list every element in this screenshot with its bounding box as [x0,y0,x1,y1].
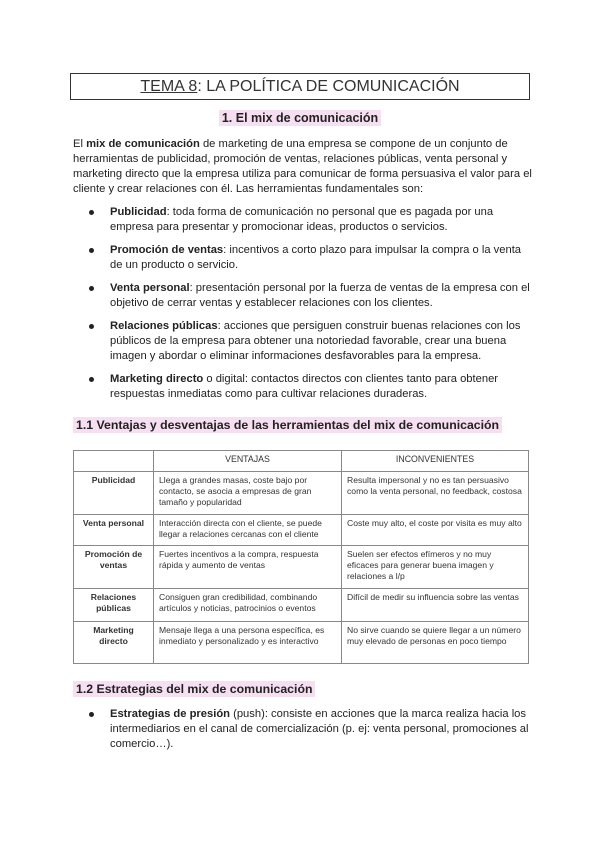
section-1-heading [0,111,600,125]
table-header-row [74,451,529,472]
table-row [74,515,529,546]
tool-text: : incentivos a corto plazo para impulsar la compra o la venta de un producto o servicio. [110,244,522,271]
row-tool: Relaciones públicas [74,589,154,622]
row-pros: Consiguen gran credibilidad, combinando artículos y noticias, patrocinios o eventos [154,589,342,622]
table-header [74,451,154,472]
tool-term: Promoción de ventas [110,244,224,256]
row-cons: Difícil de medir su influencia sobre las ventas [342,589,529,622]
intro-paragraph [73,137,533,197]
tool-term: Publicidad [110,206,167,218]
list-item [73,372,533,402]
title-rest: : LA POLÍTICA DE COMUNICACIÓN [197,78,460,95]
row-tool: Venta personal [74,515,154,546]
tool-text: : toda forma de comunicación no personal que es pagada por una empresa para presentar y promocionar ideas, productos o servicios. [110,206,494,233]
list-item [73,243,533,273]
row-tool: Marketing directo [74,622,154,664]
table-row [74,622,529,664]
tools-list [73,205,533,410]
strategy-term: Estrategias de presión [110,708,230,720]
row-tool: Publicidad [74,472,154,515]
tool-text: o digital: contactos directos con clientes tanto para obtener respuestas inmediatas como para cultivar relaciones duraderas. [110,373,499,400]
list-item [73,281,533,311]
section-1-2-heading-text: 1.2 Estrategias del mix de comunicación [73,681,315,697]
row-cons: No sirve cuando se quiere llegar a un número muy elevado de personas en poco tiempo [342,622,529,664]
intro-rest: de marketing de una empresa se compone de un conjunto de herramientas de publicidad, promoción de ventas, relaciones públicas, venta personal y marketing directo que la empresa utiliza para comunicar de forma persuasiva el valor para el cliente y crear relaciones con él. Las herramientas fundamentales son: [73,138,532,195]
row-pros: Interacción directa con el cliente, se puede llegar a relaciones cercanas con el cliente [154,515,342,546]
table-row [74,472,529,515]
intro-bold: mix de comunicación [86,138,200,150]
row-pros: Mensaje llega a una persona específica, es inmediato y personalizado y es interactivo [154,622,342,664]
intro-start: El [73,138,87,150]
tool-text: : presentación personal por la fuerza de ventas de la empresa con el objetivo de cerrar ventas y establecer relaciones con los clientes. [110,282,530,309]
advantages-table [73,450,529,664]
row-cons: Coste muy alto, el coste por visita es muy alto [342,515,529,546]
table-header: INCONVENIENTES [342,451,529,472]
section-1-1-heading-text: 1.1 Ventajas y desventajas de las herramientas del mix de comunicación [73,417,502,433]
row-pros: Llega a grandes masas, coste bajo por contacto, se asocia a empresas de gran tamaño y popularidad [154,472,342,515]
strategies-list [73,707,533,752]
page-title [70,73,530,100]
tool-term: Marketing directo [110,373,204,385]
section-1-2-heading [73,682,315,696]
table-row [74,546,529,589]
row-cons: Resulta impersonal y no es tan persuasivo como la venta personal, no feedback, costosa [342,472,529,515]
tool-term: Relaciones públicas [110,320,218,332]
row-pros: Fuertes incentivos a la compra, respuesta rápida y aumento de ventas [154,546,342,589]
table-row [74,589,529,622]
list-item [73,707,533,752]
row-cons: Suelen ser efectos efímeros y no muy eficaces para generar buena imagen y relaciones a l/p [342,546,529,589]
strategy-text: (push): consiste en acciones que la marca realiza hacia los intermediarios en el canal de comercialización (p. ej: venta personal, promociones al comercio…). [110,708,529,750]
title-prefix: TEMA 8 [140,78,198,95]
section-1-1-heading [73,418,502,432]
list-item [73,319,533,364]
section-1-heading-text: 1. El mix de comunicación [219,110,381,126]
table-header: VENTAJAS [154,451,342,472]
list-item [73,205,533,235]
tool-text: : acciones que persiguen construir buenas relaciones con los públicos de la empresa para obtener una notoriedad favorable, crear una buena imagen y abordar o eliminar informaciones desfavorables para la empresa. [110,320,521,362]
tool-term: Venta personal [110,282,190,294]
row-tool: Promoción de ventas [74,546,154,589]
